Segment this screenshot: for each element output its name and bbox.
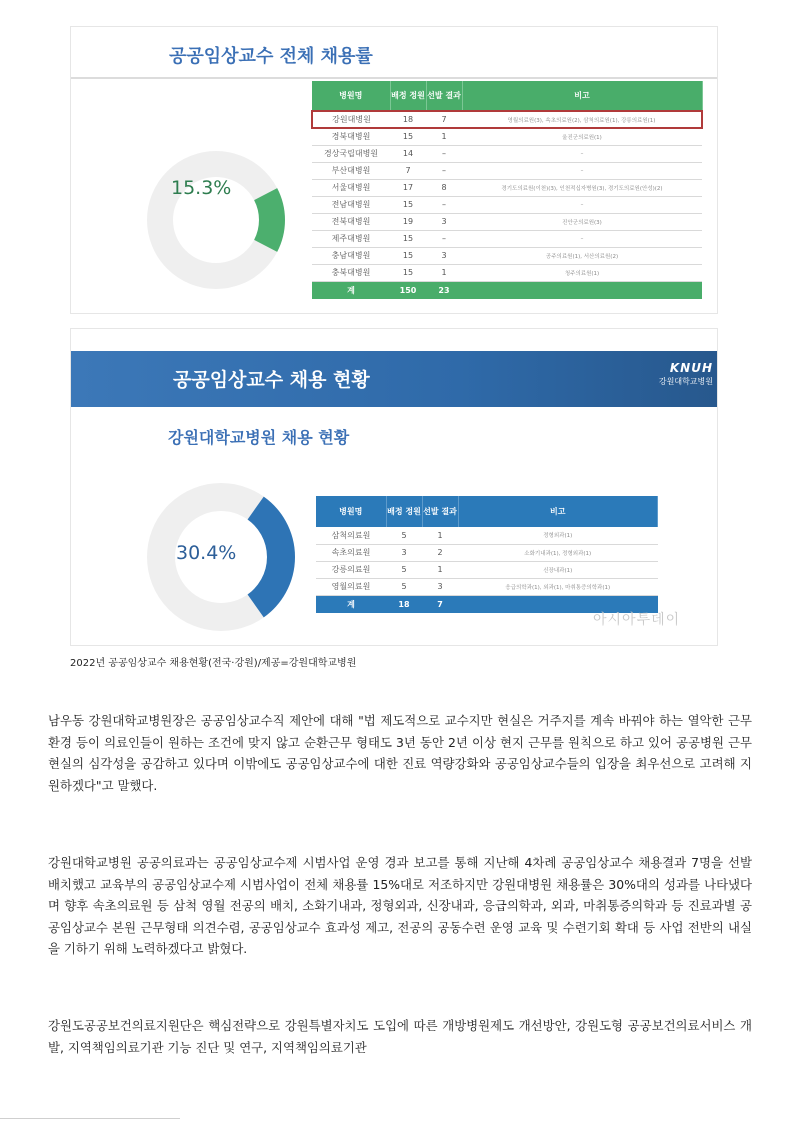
- donut-chart-total: [141, 145, 291, 295]
- cell-hospital: 전북대병원: [312, 213, 390, 230]
- cell-selected: –: [426, 196, 462, 213]
- total-note: [462, 281, 702, 299]
- cell-hospital: 영월의료원: [316, 578, 386, 595]
- cell-quota: 15: [390, 247, 426, 264]
- cell-selected: 1: [422, 527, 458, 544]
- cell-note: 청주의료원(1): [462, 264, 702, 281]
- slide2-banner: [71, 351, 718, 407]
- cell-hospital: 경상국립대병원: [312, 145, 390, 162]
- cell-quota: 5: [386, 527, 422, 544]
- table-row: [312, 247, 702, 264]
- cell-hospital: 충남대병원: [312, 247, 390, 264]
- slide2-subtitle: 강원대학교병원 채용 현황: [168, 428, 350, 447]
- cell-hospital: 경북대병원: [312, 128, 390, 145]
- col-hospital: 병원명: [316, 496, 386, 527]
- col-note: 비고: [458, 496, 658, 527]
- cell-selected: –: [426, 145, 462, 162]
- cell-quota: 3: [386, 544, 422, 561]
- total-percent-label: 15.3%: [171, 177, 232, 199]
- cell-note: –: [462, 162, 702, 179]
- cell-selected: 8: [426, 179, 462, 196]
- table-row: [312, 196, 702, 213]
- cell-hospital: 충북대병원: [312, 264, 390, 281]
- table-row: [312, 128, 702, 145]
- cell-hospital: 속초의료원: [316, 544, 386, 561]
- cell-quota: 15: [390, 230, 426, 247]
- cell-selected: 2: [422, 544, 458, 561]
- cell-selected: 3: [426, 213, 462, 230]
- cell-note: –: [462, 230, 702, 247]
- total-selected: 23: [426, 281, 462, 299]
- total-label: 계: [316, 595, 386, 613]
- table-row: [312, 111, 702, 128]
- slide-total-recruitment: [70, 26, 718, 314]
- cell-note: 정형외과(1): [458, 527, 658, 544]
- cell-note: 영월의료원(3), 속초의료원(2), 삼척의료원(1), 강릉의료원(1): [462, 111, 702, 128]
- col-selected: 선발 결과: [426, 81, 462, 111]
- col-selected: 선발 결과: [422, 496, 458, 527]
- cell-hospital: 강원대병원: [312, 111, 390, 128]
- cell-hospital: 제주대병원: [312, 230, 390, 247]
- cell-selected: 1: [426, 128, 462, 145]
- cell-hospital: 전남대병원: [312, 196, 390, 213]
- table-row: [316, 544, 658, 561]
- image-caption: 2022년 공공임상교수 채용현황(전국·강원)/제공=강원대학교병원: [70, 658, 357, 669]
- table-row: [312, 213, 702, 230]
- cell-note: –: [462, 196, 702, 213]
- cell-note: 울진군의료원(1): [462, 128, 702, 145]
- total-quota: 150: [390, 281, 426, 299]
- col-quota: 배정 정원: [390, 81, 426, 111]
- knuh-percent-label: 30.4%: [176, 542, 237, 564]
- table-row: [312, 145, 702, 162]
- table-row: [312, 162, 702, 179]
- table-row: [312, 264, 702, 281]
- cell-quota: 14: [390, 145, 426, 162]
- col-quota: 배정 정원: [386, 496, 422, 527]
- national-recruitment-table: [311, 81, 703, 299]
- table-row: [316, 561, 658, 578]
- cell-selected: –: [426, 162, 462, 179]
- table-total-row: [312, 281, 702, 299]
- total-selected: 7: [422, 595, 458, 613]
- cell-note: 진안군의료원(3): [462, 213, 702, 230]
- total-quota: 18: [386, 595, 422, 613]
- cell-quota: 19: [390, 213, 426, 230]
- article-paragraph-1: 남우동 강원대학교병원장은 공공임상교수직 제안에 대해 "법 제도적으로 교수지만 현실은 거주지를 계속 바꿔야 하는 열악한 근무환경 등이 의료인들이 원하는 조건에 맞지 않고 순환근무 형태도 3년 동안 2년 이상 현지 근무를 원칙으로 하고 있어 공공병원 근무 현실의 심각성을 공감하고 있다며 이밖에도 공공임상교수에 대한 진료 역량강화와 공공임상교수들의 입장을 최우선으로 고려해 지원하겠다"고 말했다.: [48, 713, 752, 793]
- table-header-row: [316, 496, 658, 527]
- knuh-logo-name: 강원대학교병원: [658, 377, 713, 386]
- donut-arc-total: [266, 194, 272, 246]
- cell-note: 응급의학과(1), 외과(1), 마취통증의학과(1): [458, 578, 658, 595]
- table-row: [312, 179, 702, 196]
- col-note: 비고: [462, 81, 702, 111]
- donut-arc-knuh: [256, 508, 281, 606]
- cell-selected: 1: [422, 561, 458, 578]
- table-row: [316, 527, 658, 544]
- knuh-recruitment-table: [316, 496, 658, 613]
- cell-note: 소화기내과(1), 정형외과(1): [458, 544, 658, 561]
- cell-hospital: 삼척의료원: [316, 527, 386, 544]
- table-row: [312, 230, 702, 247]
- cell-note: –: [462, 145, 702, 162]
- cell-quota: 15: [390, 196, 426, 213]
- slide2-banner-title: 공공임상교수 채용 현황: [173, 369, 370, 391]
- cell-selected: –: [426, 230, 462, 247]
- article-paragraph-2: 강원대학교병원 공공의료과는 공공임상교수제 시범사업 운영 경과 보고를 통해 지난해 4차례 공공임상교수 채용결과 7명을 선발 배치했고 교육부의 공공임상교수제 시범사업이 전체 채용률 15%대로 저조하지만 강원대병원 채용률은 30%대의 성과를 나타냈다며 향후 속초의료원 등 삼척 영월 전공의 배치, 소화기내과, 정형외과, 신장내과, 응급의학과, 외과, 마취통증의학과 등 진료과별 공공임상교수 본원 근무형태 의견수렴, 공공임상교수 효과성 제고, 전공의 공동수련 운영 교육 및 수련기회 확대 등 사업 전반의 내실을 기하기 위해 노력하겠다고 밝혔다.: [48, 855, 752, 957]
- knuh-logo-mark: KNUH: [669, 361, 713, 375]
- cell-quota: 7: [390, 162, 426, 179]
- cell-quota: 15: [390, 264, 426, 281]
- table-row: [316, 578, 658, 595]
- cell-hospital: 서울대병원: [312, 179, 390, 196]
- slide-knuh-recruitment: [70, 328, 718, 646]
- cell-note: 신장내과(1): [458, 561, 658, 578]
- slide1-title: 공공임상교수 전체 채용률: [169, 46, 373, 67]
- cell-selected: 1: [426, 264, 462, 281]
- total-label: 계: [312, 281, 390, 299]
- cell-quota: 15: [390, 128, 426, 145]
- cell-hospital: 부산대병원: [312, 162, 390, 179]
- cell-selected: 7: [426, 111, 462, 128]
- slide1-title-divider: [71, 77, 718, 79]
- cell-quota: 5: [386, 561, 422, 578]
- cell-note: 공주의료원(1), 서산의료원(2): [462, 247, 702, 264]
- page-bottom-rule: [0, 1118, 180, 1119]
- table-header-row: [312, 81, 702, 111]
- article-paragraph-3: 강원도공공보건의료지원단은 핵심전략으로 강원특별자치도 도입에 따른 개방병원제도 개선방안, 강원도형 공공보건의료서비스 개발, 지역책임의료기관 기능 진단 및 연구, 지역책임의료기관: [48, 1018, 752, 1055]
- cell-selected: 3: [426, 247, 462, 264]
- cell-hospital: 강릉의료원: [316, 561, 386, 578]
- cell-note: 경기도의료원(이천)(3), 인천적십자병원(3), 경기도의료원(안성)(2): [462, 179, 702, 196]
- col-hospital: 병원명: [312, 81, 390, 111]
- cell-quota: 18: [390, 111, 426, 128]
- cell-selected: 3: [422, 578, 458, 595]
- cell-quota: 5: [386, 578, 422, 595]
- cell-quota: 17: [390, 179, 426, 196]
- asiatoday-watermark: 아시아투데이: [593, 612, 681, 628]
- knuh-logo: [633, 361, 713, 387]
